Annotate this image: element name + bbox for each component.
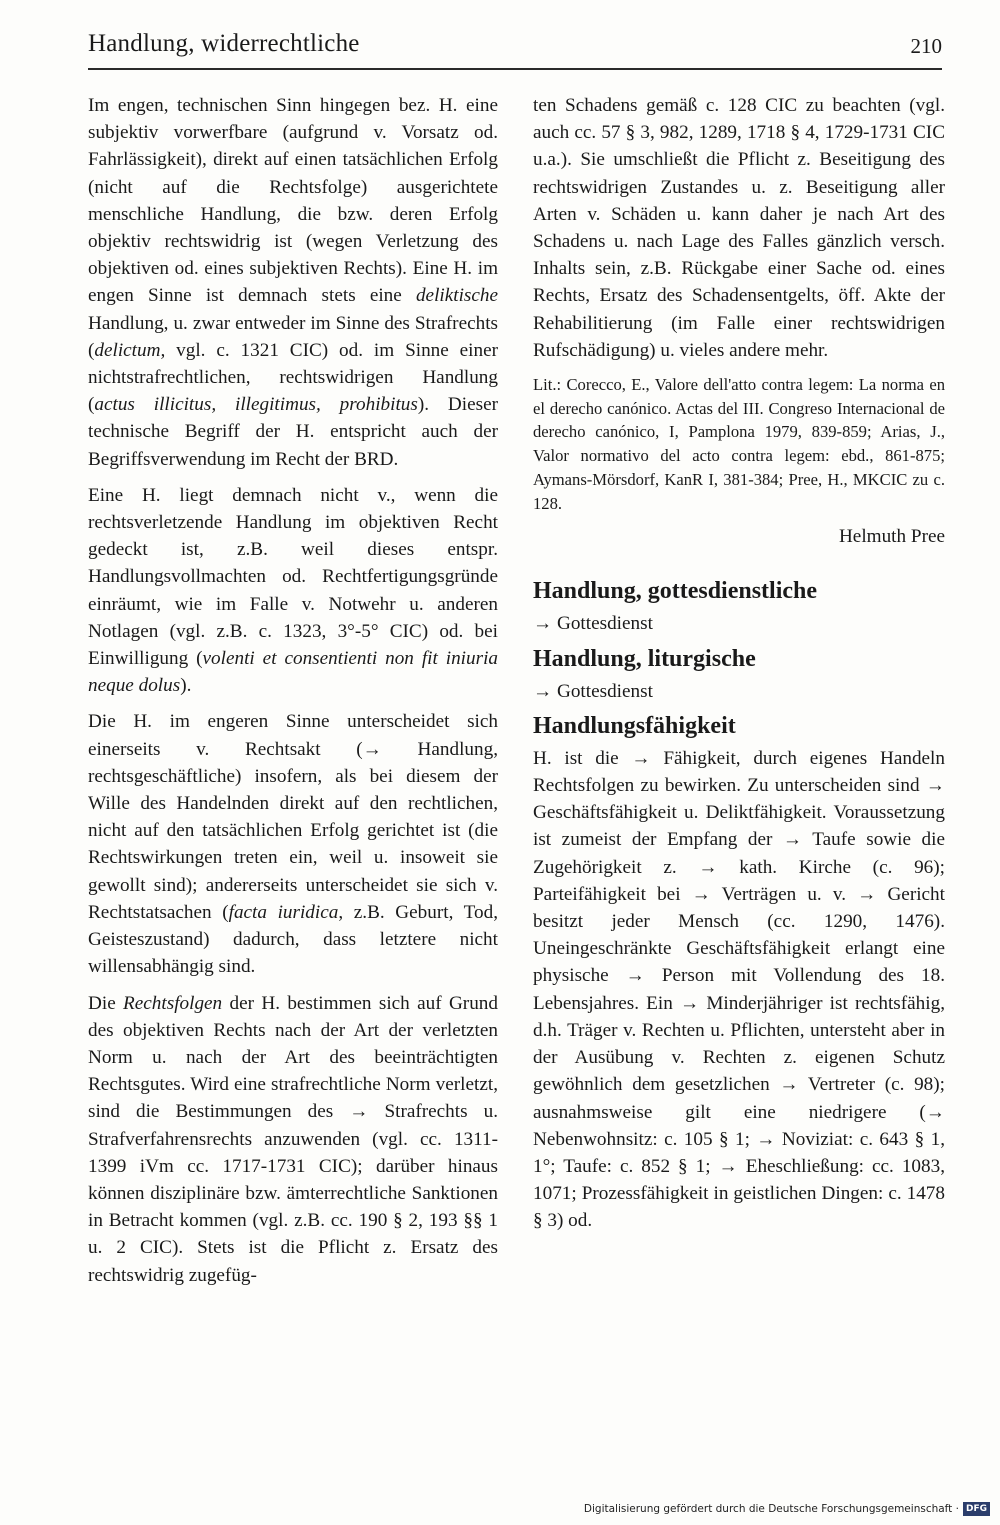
running-head-title: Handlung, widerrechtliche <box>88 30 360 57</box>
funding-footer <box>584 1501 990 1517</box>
dfg-logo: DFG <box>963 1502 990 1516</box>
cross-reference-link[interactable]: → Gottesdienst <box>533 613 653 635</box>
running-head <box>88 28 942 70</box>
entry-title-liturgische: Handlung, liturgische <box>533 645 756 672</box>
funding-note: Digitalisierung gefördert durch die Deutsche Forschungsgemeinschaft · <box>583 1503 959 1515</box>
article-author: Helmuth Pree <box>838 526 945 548</box>
paragraph: Im engen, technischen Sinn hingegen bez. H. eine subjektiv vorwerfbare (aufgrund v. Vorsatz od. Fahrlässigkeit), direkt auf einen tatsächlichen Erfolg (nicht auf die Rechtsfolge) ausgerichtete menschliche Handlung, die bzw. deren Erfolg objektiv rechtswidrig ist (wegen Verletzung des objektiven od. eines subjektiven Rechts). Eine H. im engen Sinne ist demnach stets eine deliktische Handlung, u. zwar entweder im Sinne des Strafrechts (delictum, vgl. c. 1321 CIC) od. im Sinne einer nichtstrafrechtlichen, rechtswidrigen Handlung (actus illicitus, illegitimus, prohibitus). Dieser technische Begriff der H. entspricht auch der Begriffsverwendung im Recht der BRD. <box>88 95 498 470</box>
paragraph: H. ist die → Fähigkeit, durch eigenes Handeln Rechtsfolgen zu bewirken. Zu unterscheiden sind → Geschäftsfähigkeit u. Deliktfähigkeit. Voraussetzung ist zumeist der Empfang der → Taufe sowie die Zugehörigkeit z. → kath. Kirche (c. 96); Parteifähigkeit bei → Verträgen u. v. → Gericht besitzt jeder Mensch (cc. 1290, 1476). Uneingeschränkte Geschäftsfähigkeit erlangt eine physische → Person mit Vollendung des 18. Lebensjahres. Ein → Minderjähriger ist rechtsfähig, d.h. Träger v. Rechten u. Pflichten, untersteht aber in der Ausübung v. Rechten z. eigenen Schutz gewöhnlich dem gesetzlichen → Vertreter (c. 98); ausnahmsweise gilt eine niedrigere (→ Nebenwohnsitz: c. 105 § 1; → Noviziat: c. 643 § 1, 1°; Taufe: c. 852 § 1; → Eheschließung: cc. 1083, 1071; Prozessfähigkeit in geistlichen Dingen: c. 1478 § 3) od. <box>533 747 945 1232</box>
paragraph: Die H. im engeren Sinne unterscheidet sich einerseits v. Rechtsakt (→ Handlung, rechtsgeschäftliche) insofern, als bei diesem der Wille des Handelnden direkt auf den rechtlichen, nicht auf den tatsächlichen Erfolg gerichtet ist (die Rechtswirkungen treten ein, weil u. insoweit sie gewollt sind); andererseits unterscheidet sie sich v. Rechtstatsachen (facta iuridica, z.B. Geburt, Tod, Geisteszustand) dadurch, dass letztere nicht willensabhängig sind. <box>88 711 498 978</box>
cross-reference-link[interactable]: → Gottesdienst <box>533 680 653 702</box>
page-number: 210 <box>910 34 942 58</box>
paragraph: Eine H. liegt demnach nicht v., wenn die rechtsverletzende Handlung im objektiven Recht gedeckt ist, z.B. weil dieses entspr. Handlungsvollmachten od. Rechtfertigungsgründe einräumt, wie im Falle v. Notwehr u. anderen Notlagen (vgl. z.B. c. 1323, 3°-5° CIC) od. bei Einwilligung (volenti et consentienti non fit iniuria neque dolus). <box>88 484 498 697</box>
literature-references: Lit.: Corecco, E., Valore dell'atto contra legem: La norma en el derecho canónico. Actas del III. Congreso Internacional de derecho canónico, I, Pamplona 1979, 839-859; Arias, J., Valor normativo del acto contra legem: ebd., 861-875; Aymans-Mörsdorf, KanR I, 381-384; Pree, H., MKCIC zu c. 128. <box>533 375 945 513</box>
left-column <box>88 92 498 1298</box>
right-column <box>533 92 945 1244</box>
paragraph: ten Schadens gemäß c. 128 CIC zu beachten (vgl. auch cc. 57 § 3, 982, 1289, 1718 § 4, 1729-1731 CIC u.a.). Sie umschließt die Pflicht z. Beseitigung des rechtswidrigen Zustandes u. z. Beseitigung aller Arten v. Schäden u. kann daher je nach Art des Schadens u. nach Lage des Falles gänzlich versch. Inhalts sein, z.B. Rückgabe einer Sache od. eines Rechts, Ersatz des Schadensentgelts, öff. Akte der Rehabilitierung (im Falle einer rechtswidrigen Rufschädigung) u. vieles andere mehr. <box>533 95 945 361</box>
paragraph: Die Rechtsfolgen der H. bestimmen sich auf Grund des objektiven Rechts nach der Art der verletzten Norm u. nach der Art des beeinträchtigten Rechtsgutes. Wird eine strafrechtliche Norm verletzt, sind die Bestimmungen des → Strafrechts u. Strafverfahrensrechts anzuwenden (vgl. cc. 1311-1399 iVm cc. 1717-1731 CIC); darüber hinaus können disziplinäre bzw. ämterrechtliche Sanktionen in Betracht kommen (vgl. z.B. cc. 190 § 2, 193 §§ 1 u. 2 CIC). Stets ist die Pflicht z. Ersatz des rechtswidrig zugefüg- <box>88 992 498 1286</box>
entry-title-handlungsfaehigkeit: Handlungsfähigkeit <box>533 712 736 739</box>
entry-title-gottesdienstliche: Handlung, gottesdienstliche <box>533 578 818 605</box>
